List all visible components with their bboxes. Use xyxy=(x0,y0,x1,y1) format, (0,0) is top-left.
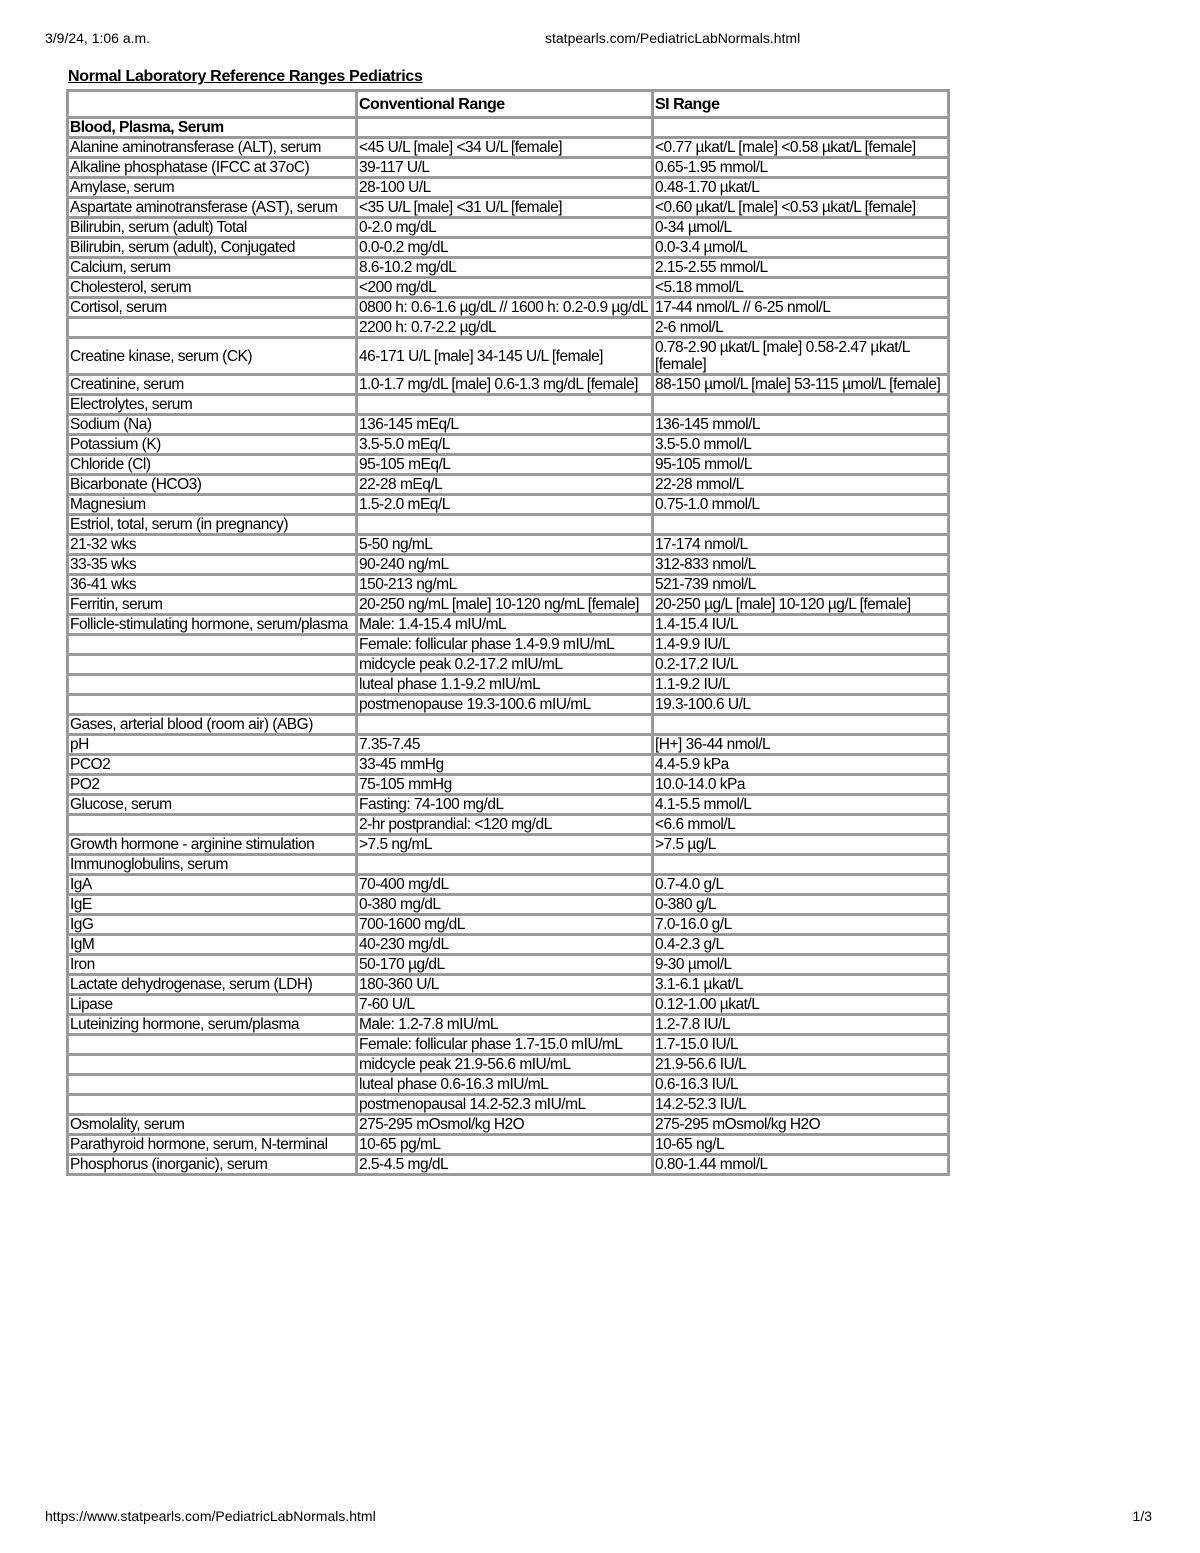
test-name-cell: Gases, arterial blood (room air) (ABG) xyxy=(68,715,357,735)
table-row xyxy=(68,375,949,395)
conventional-range-cell: 150-213 ng/mL xyxy=(357,575,653,595)
table-row xyxy=(68,1035,949,1055)
conventional-range-cell xyxy=(357,395,653,415)
table-row xyxy=(68,875,949,895)
conventional-range-cell: Male: 1.4-15.4 mIU/mL xyxy=(357,615,653,635)
table-row xyxy=(68,1075,949,1095)
table-row xyxy=(68,395,949,415)
table-row xyxy=(68,495,949,515)
conventional-range-cell: 46-171 U/L [male] 34-145 U/L [female] xyxy=(357,338,653,375)
conventional-range-cell: Female: follicular phase 1.7-15.0 mIU/mL xyxy=(357,1035,653,1055)
conventional-range-cell: 5-50 ng/mL xyxy=(357,535,653,555)
conventional-range-cell: 95-105 mEq/L xyxy=(357,455,653,475)
si-range-cell: <0.77 µkat/L [male] <0.58 µkat/L [female] xyxy=(653,138,949,158)
table-row xyxy=(68,318,949,338)
print-datetime: 3/9/24, 1:06 a.m. xyxy=(45,30,151,46)
si-range-cell: 0.75-1.0 mmol/L xyxy=(653,495,949,515)
conventional-range-cell: 10-65 pg/mL xyxy=(357,1135,653,1155)
table-row xyxy=(68,1115,949,1135)
conventional-range-cell: 0800 h: 0.6-1.6 µg/dL // 1600 h: 0.2-0.9 µg/dL xyxy=(357,298,653,318)
conventional-range-cell: <45 U/L [male] <34 U/L [female] xyxy=(357,138,653,158)
si-range-cell: 19.3-100.6 U/L xyxy=(653,695,949,715)
test-name-cell: Amylase, serum xyxy=(68,178,357,198)
si-range-cell xyxy=(653,515,949,535)
test-name-cell: Cholesterol, serum xyxy=(68,278,357,298)
si-range-cell: 0.78-2.90 µkat/L [male] 0.58-2.47 µkat/L [female] xyxy=(653,338,949,375)
si-range-cell: 0.7-4.0 g/L xyxy=(653,875,949,895)
test-name-cell: Phosphorus (inorganic), serum xyxy=(68,1155,357,1175)
table-row xyxy=(68,515,949,535)
test-name-cell: Chloride (Cl) xyxy=(68,455,357,475)
test-name-cell xyxy=(68,1055,357,1075)
conventional-range-cell: 90-240 ng/mL xyxy=(357,555,653,575)
header-conventional-range: Conventional Range xyxy=(357,91,653,118)
test-name-cell: Luteinizing hormone, serum/plasma xyxy=(68,1015,357,1035)
table-row xyxy=(68,258,949,278)
conventional-range-cell: 700-1600 mg/dL xyxy=(357,915,653,935)
table-row xyxy=(68,138,949,158)
conventional-range-cell: Fasting: 74-100 mg/dL xyxy=(357,795,653,815)
test-name-cell: Osmolality, serum xyxy=(68,1115,357,1135)
si-range-cell: 0.0-3.4 µmol/L xyxy=(653,238,949,258)
test-name-cell: Calcium, serum xyxy=(68,258,357,278)
test-name-cell: Iron xyxy=(68,955,357,975)
header-test-name xyxy=(68,91,357,118)
test-name-cell: Lactate dehydrogenase, serum (LDH) xyxy=(68,975,357,995)
si-range-cell: <5.18 mmol/L xyxy=(653,278,949,298)
si-range-cell: 22-28 mmol/L xyxy=(653,475,949,495)
si-range-cell: 17-174 nmol/L xyxy=(653,535,949,555)
test-name-cell xyxy=(68,1075,357,1095)
table-row xyxy=(68,715,949,735)
reference-ranges-table xyxy=(66,89,950,1176)
table-row xyxy=(68,338,949,375)
table-body xyxy=(68,118,949,1175)
si-range-cell: 0.80-1.44 mmol/L xyxy=(653,1155,949,1175)
conventional-range-cell: 22-28 mEq/L xyxy=(357,475,653,495)
footer-url: https://www.statpearls.com/PediatricLabNormals.html xyxy=(45,1508,376,1524)
test-name-cell: Estriol, total, serum (in pregnancy) xyxy=(68,515,357,535)
table-row xyxy=(68,415,949,435)
table-row xyxy=(68,655,949,675)
si-range-cell: 1.2-7.8 IU/L xyxy=(653,1015,949,1035)
test-name-cell xyxy=(68,1035,357,1055)
section-empty-cell xyxy=(357,118,653,138)
table-row xyxy=(68,475,949,495)
test-name-cell: Lipase xyxy=(68,995,357,1015)
page-title: Normal Laboratory Reference Ranges Pediatrics xyxy=(68,68,423,85)
conventional-range-cell: <200 mg/dL xyxy=(357,278,653,298)
si-range-cell: 4.4-5.9 kPa xyxy=(653,755,949,775)
test-name-cell: pH xyxy=(68,735,357,755)
section-label: Blood, Plasma, Serum xyxy=(68,118,357,138)
si-range-cell: 1.1-9.2 IU/L xyxy=(653,675,949,695)
test-name-cell: PCO2 xyxy=(68,755,357,775)
table-row xyxy=(68,955,949,975)
conventional-range-cell xyxy=(357,855,653,875)
table-row xyxy=(68,695,949,715)
conventional-range-cell: <35 U/L [male] <31 U/L [female] xyxy=(357,198,653,218)
test-name-cell xyxy=(68,635,357,655)
test-name-cell: IgG xyxy=(68,915,357,935)
conventional-range-cell: 8.6-10.2 mg/dL xyxy=(357,258,653,278)
conventional-range-cell: 3.5-5.0 mEq/L xyxy=(357,435,653,455)
table-row xyxy=(68,755,949,775)
page-number: 1/3 xyxy=(1132,1508,1152,1524)
si-range-cell: 1.4-9.9 IU/L xyxy=(653,635,949,655)
si-range-cell: 2.15-2.55 mmol/L xyxy=(653,258,949,278)
test-name-cell: Glucose, serum xyxy=(68,795,357,815)
table-row xyxy=(68,595,949,615)
si-range-cell: 275-295 mOsmol/kg H2O xyxy=(653,1115,949,1135)
table-row xyxy=(68,835,949,855)
test-name-cell: 33-35 wks xyxy=(68,555,357,575)
conventional-range-cell: 0.0-0.2 mg/dL xyxy=(357,238,653,258)
si-range-cell: 0.48-1.70 µkat/L xyxy=(653,178,949,198)
test-name-cell: Creatine kinase, serum (CK) xyxy=(68,338,357,375)
conventional-range-cell xyxy=(357,515,653,535)
test-name-cell: PO2 xyxy=(68,775,357,795)
table-row xyxy=(68,535,949,555)
test-name-cell: Bilirubin, serum (adult), Conjugated xyxy=(68,238,357,258)
si-range-cell: 521-739 nmol/L xyxy=(653,575,949,595)
conventional-range-cell: midcycle peak 21.9-56.6 mIU/mL xyxy=(357,1055,653,1075)
table-row xyxy=(68,915,949,935)
table-row xyxy=(68,735,949,755)
conventional-range-cell: 39-117 U/L xyxy=(357,158,653,178)
conventional-range-cell: 7.35-7.45 xyxy=(357,735,653,755)
test-name-cell: Magnesium xyxy=(68,495,357,515)
test-name-cell: Aspartate aminotransferase (AST), serum xyxy=(68,198,357,218)
si-range-cell: 0.2-17.2 IU/L xyxy=(653,655,949,675)
table-row xyxy=(68,935,949,955)
test-name-cell: Creatinine, serum xyxy=(68,375,357,395)
test-name-cell xyxy=(68,815,357,835)
si-range-cell: 95-105 mmol/L xyxy=(653,455,949,475)
test-name-cell: Alkaline phosphatase (IFCC at 37oC) xyxy=(68,158,357,178)
conventional-range-cell: 28-100 U/L xyxy=(357,178,653,198)
table-row xyxy=(68,218,949,238)
conventional-range-cell: 7-60 U/L xyxy=(357,995,653,1015)
table-row xyxy=(68,1015,949,1035)
test-name-cell xyxy=(68,675,357,695)
table-row xyxy=(68,615,949,635)
conventional-range-cell: 0-2.0 mg/dL xyxy=(357,218,653,238)
si-range-cell: 14.2-52.3 IU/L xyxy=(653,1095,949,1115)
test-name-cell xyxy=(68,1095,357,1115)
conventional-range-cell: 2-hr postprandial: <120 mg/dL xyxy=(357,815,653,835)
si-range-cell: [H+] 36-44 nmol/L xyxy=(653,735,949,755)
test-name-cell xyxy=(68,655,357,675)
table-row xyxy=(68,555,949,575)
test-name-cell: IgM xyxy=(68,935,357,955)
test-name-cell: Electrolytes, serum xyxy=(68,395,357,415)
conventional-range-cell: 40-230 mg/dL xyxy=(357,935,653,955)
si-range-cell: 4.1-5.5 mmol/L xyxy=(653,795,949,815)
conventional-range-cell: 20-250 ng/mL [male] 10-120 ng/mL [female] xyxy=(357,595,653,615)
table-row xyxy=(68,198,949,218)
si-range-cell: <0.60 µkat/L [male] <0.53 µkat/L [female] xyxy=(653,198,949,218)
table-row xyxy=(68,855,949,875)
table-row xyxy=(68,575,949,595)
si-range-cell: 3.1-6.1 µkat/L xyxy=(653,975,949,995)
test-name-cell: IgE xyxy=(68,895,357,915)
test-name-cell: Sodium (Na) xyxy=(68,415,357,435)
si-range-cell: <6.6 mmol/L xyxy=(653,815,949,835)
conventional-range-cell: postmenopausal 14.2-52.3 mIU/mL xyxy=(357,1095,653,1115)
table-row xyxy=(68,158,949,178)
table-row xyxy=(68,455,949,475)
table-row xyxy=(68,1155,949,1175)
conventional-range-cell: 2200 h: 0.7-2.2 µg/dL xyxy=(357,318,653,338)
table-row xyxy=(68,675,949,695)
table-row xyxy=(68,775,949,795)
conventional-range-cell: 0-380 mg/dL xyxy=(357,895,653,915)
conventional-range-cell: midcycle peak 0.2-17.2 mIU/mL xyxy=(357,655,653,675)
si-range-cell: >7.5 µg/L xyxy=(653,835,949,855)
si-range-cell xyxy=(653,715,949,735)
conventional-range-cell: Male: 1.2-7.8 mIU/mL xyxy=(357,1015,653,1035)
table-row xyxy=(68,278,949,298)
si-range-cell: 9-30 µmol/L xyxy=(653,955,949,975)
section-row xyxy=(68,118,949,138)
table-row xyxy=(68,178,949,198)
conventional-range-cell: 70-400 mg/dL xyxy=(357,875,653,895)
si-range-cell: 0.65-1.95 mmol/L xyxy=(653,158,949,178)
conventional-range-cell: 180-360 U/L xyxy=(357,975,653,995)
conventional-range-cell: 1.0-1.7 mg/dL [male] 0.6-1.3 mg/dL [female] xyxy=(357,375,653,395)
test-name-cell: 21-32 wks xyxy=(68,535,357,555)
si-range-cell: 10-65 ng/L xyxy=(653,1135,949,1155)
conventional-range-cell: 2.5-4.5 mg/dL xyxy=(357,1155,653,1175)
si-range-cell: 20-250 µg/L [male] 10-120 µg/L [female] xyxy=(653,595,949,615)
si-range-cell: 1.4-15.4 IU/L xyxy=(653,615,949,635)
si-range-cell: 0-34 µmol/L xyxy=(653,218,949,238)
conventional-range-cell: 75-105 mmHg xyxy=(357,775,653,795)
conventional-range-cell: >7.5 ng/mL xyxy=(357,835,653,855)
table-row xyxy=(68,975,949,995)
table-row xyxy=(68,815,949,835)
print-header xyxy=(45,30,1152,50)
test-name-cell xyxy=(68,318,357,338)
conventional-range-cell: 1.5-2.0 mEq/L xyxy=(357,495,653,515)
table-row xyxy=(68,435,949,455)
test-name-cell: Parathyroid hormone, serum, N-terminal xyxy=(68,1135,357,1155)
conventional-range-cell: 50-170 µg/dL xyxy=(357,955,653,975)
table-row xyxy=(68,238,949,258)
test-name-cell: IgA xyxy=(68,875,357,895)
si-range-cell: 0-380 g/L xyxy=(653,895,949,915)
table-row xyxy=(68,795,949,815)
conventional-range-cell: luteal phase 1.1-9.2 mIU/mL xyxy=(357,675,653,695)
test-name-cell: Ferritin, serum xyxy=(68,595,357,615)
si-range-cell: 7.0-16.0 g/L xyxy=(653,915,949,935)
test-name-cell: Growth hormone - arginine stimulation xyxy=(68,835,357,855)
table-row xyxy=(68,995,949,1015)
si-range-cell: 0.6-16.3 IU/L xyxy=(653,1075,949,1095)
test-name-cell: Alanine aminotransferase (ALT), serum xyxy=(68,138,357,158)
test-name-cell: Follicle-stimulating hormone, serum/plasma xyxy=(68,615,357,635)
si-range-cell: 136-145 mmol/L xyxy=(653,415,949,435)
conventional-range-cell: luteal phase 0.6-16.3 mIU/mL xyxy=(357,1075,653,1095)
table-header-row xyxy=(68,91,949,118)
test-name-cell xyxy=(68,695,357,715)
si-range-cell xyxy=(653,855,949,875)
table-row xyxy=(68,1055,949,1075)
test-name-cell: Bicarbonate (HCO3) xyxy=(68,475,357,495)
si-range-cell xyxy=(653,395,949,415)
conventional-range-cell xyxy=(357,715,653,735)
test-name-cell: 36-41 wks xyxy=(68,575,357,595)
table-row xyxy=(68,635,949,655)
section-empty-cell xyxy=(653,118,949,138)
test-name-cell: Potassium (K) xyxy=(68,435,357,455)
table-row xyxy=(68,298,949,318)
test-name-cell: Bilirubin, serum (adult) Total xyxy=(68,218,357,238)
table-row xyxy=(68,1095,949,1115)
header-si-range: SI Range xyxy=(653,91,949,118)
si-range-cell: 10.0-14.0 kPa xyxy=(653,775,949,795)
si-range-cell: 88-150 µmol/L [male] 53-115 µmol/L [female] xyxy=(653,375,949,395)
si-range-cell: 3.5-5.0 mmol/L xyxy=(653,435,949,455)
test-name-cell: Immunoglobulins, serum xyxy=(68,855,357,875)
conventional-range-cell: postmenopause 19.3-100.6 mIU/mL xyxy=(357,695,653,715)
si-range-cell: 21.9-56.6 IU/L xyxy=(653,1055,949,1075)
si-range-cell: 1.7-15.0 IU/L xyxy=(653,1035,949,1055)
conventional-range-cell: Female: follicular phase 1.4-9.9 mIU/mL xyxy=(357,635,653,655)
si-range-cell: 0.12-1.00 µkat/L xyxy=(653,995,949,1015)
print-url: statpearls.com/PediatricLabNormals.html xyxy=(545,30,801,46)
conventional-range-cell: 275-295 mOsmol/kg H2O xyxy=(357,1115,653,1135)
si-range-cell: 17-44 nmol/L // 6-25 nmol/L xyxy=(653,298,949,318)
table-row xyxy=(68,895,949,915)
conventional-range-cell: 136-145 mEq/L xyxy=(357,415,653,435)
conventional-range-cell: 33-45 mmHg xyxy=(357,755,653,775)
si-range-cell: 312-833 nmol/L xyxy=(653,555,949,575)
si-range-cell: 0.4-2.3 g/L xyxy=(653,935,949,955)
test-name-cell: Cortisol, serum xyxy=(68,298,357,318)
si-range-cell: 2-6 nmol/L xyxy=(653,318,949,338)
table-row xyxy=(68,1135,949,1155)
